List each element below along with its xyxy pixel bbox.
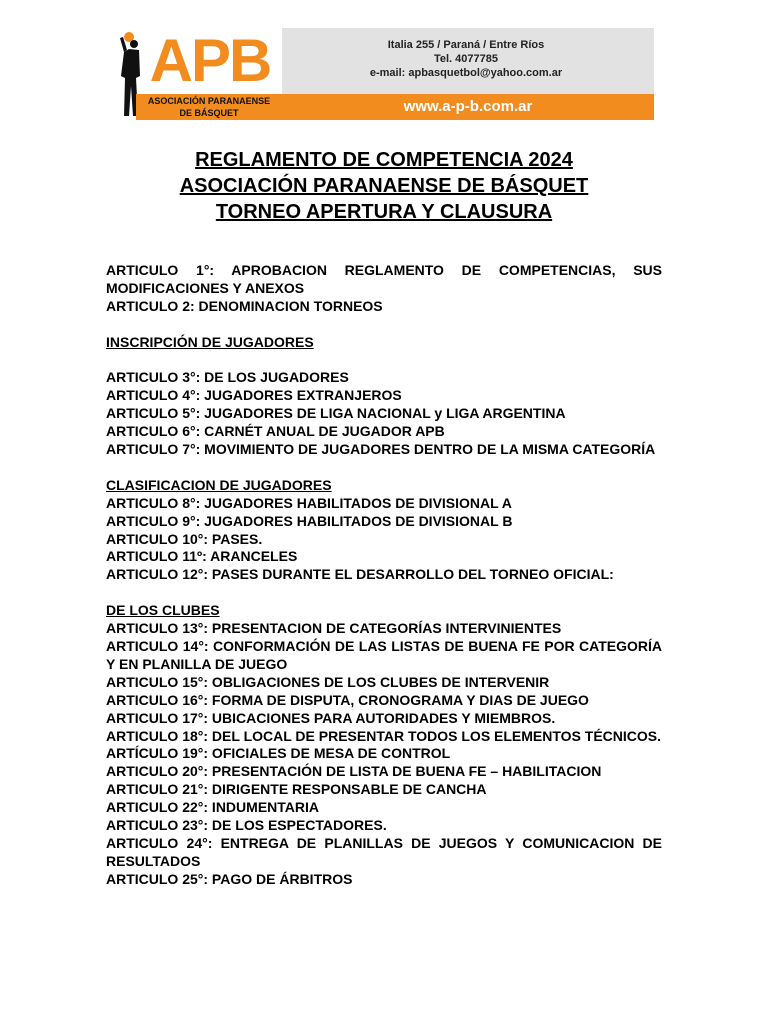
article-item: ARTICULO 22°: INDUMENTARIA [106, 799, 320, 816]
contact-info [346, 38, 586, 80]
article-item: ARTICULO 24°: ENTREGA DE PLANILLAS DE JUEGOS Y COMUNICACION DE RESULTADOS [106, 834, 662, 869]
article-item: ARTÍCULO 19°: OFICIALES DE MESA DE CONTROL [106, 745, 451, 762]
article-item: ARTICULO 12°: PASES DURANTE EL DESARROLLO DEL TORNEO OFICIAL: [106, 566, 614, 583]
org-name-line-2: DE BÁSQUET [179, 108, 239, 118]
article-item: ARTICULO 23°: DE LOS ESPECTADORES. [106, 817, 387, 834]
apb-logo-text: APB [149, 27, 271, 94]
article-item: ARTICULO 6°: CARNÉT ANUAL DE JUGADOR APB [106, 423, 445, 440]
section-gap [106, 352, 662, 370]
org-name-banner [136, 94, 282, 120]
section-heading: INSCRIPCIÓN DE JUGADORES [106, 333, 314, 350]
email: e-mail: apbasquetbol@yahoo.com.ar [369, 67, 563, 79]
article-item: ARTICULO 2: DENOMINACION TORNEOS [106, 297, 383, 314]
article-item: ARTICULO 11º: ARANCELES [106, 548, 298, 565]
article-item: ARTICULO 9°: JUGADORES HABILITADOS DE DIVISIONAL B [106, 512, 513, 529]
article-item: ARTICULO 5°: JUGADORES DE LIGA NACIONAL y LIGA ARGENTINA [106, 405, 566, 422]
article-item: ARTICULO 14°: CONFORMACIÓN DE LAS LISTAS DE BUENA FE POR CATEGORÍA Y EN PLANILLA DE JUEGO [106, 637, 662, 672]
title-line-3: TORNEO APERTURA Y CLAUSURA [215, 201, 553, 223]
website-banner [282, 94, 654, 120]
article-item: ARTICULO 3°: DE LOS JUGADORES [106, 369, 349, 386]
article-item: ARTICULO 4°: JUGADORES EXTRANJEROS [106, 387, 402, 404]
article-item: ARTICULO 15°: OBLIGACIONES DE LOS CLUBES DE INTERVENIR [106, 673, 550, 690]
article-item: ARTICULO 16°: FORMA DE DISPUTA, CRONOGRAMA Y DIAS DE JUEGO [106, 691, 589, 708]
article-item: ARTICULO 25°: PAGO DE ÁRBITROS [106, 870, 353, 887]
section-gap [106, 316, 662, 334]
article-item: ARTICULO 17°: UBICACIONES PARA AUTORIDADES Y MIEMBROS. [106, 709, 556, 726]
article-item: ARTICULO 8°: JUGADORES HABILITADOS DE DIVISIONAL A [106, 494, 512, 511]
org-name-line-1: ASOCIACIÓN PARANAENSE [147, 96, 271, 106]
article-item: ARTICULO 21°: DIRIGENTE RESPONSABLE DE CANCHA [106, 781, 487, 798]
article-item: ARTICULO 13°: PRESENTACION DE CATEGORÍAS INTERVINIENTES [106, 620, 562, 637]
address: Italia 255 / Paraná / Entre Ríos [387, 39, 545, 51]
section-heading: CLASIFICACION DE JUGADORES [106, 476, 332, 493]
article-item: ARTICULO 1°: APROBACION REGLAMENTO DE COMPETENCIAS, SUS MODIFICACIONES Y ANEXOS [106, 262, 662, 296]
title-line-2: ASOCIACIÓN PARANAENSE DE BÁSQUET [179, 175, 589, 197]
table-of-contents [106, 262, 662, 889]
document-title [100, 147, 668, 225]
apb-logo [116, 28, 282, 120]
title-line-1: REGLAMENTO DE COMPETENCIA 2024 [195, 149, 573, 171]
website: www.a-p-b.com.ar [403, 98, 533, 115]
article-item: ARTICULO 10°: PASES. [106, 530, 263, 547]
letterhead [116, 28, 654, 120]
phone: Tel. 4077785 [433, 53, 498, 65]
section-heading: DE LOS CLUBES [106, 602, 220, 619]
article-item: ARTICULO 7°: MOVIMIENTO DE JUGADORES DENTRO DE LA MISMA CATEGORÍA [106, 441, 656, 458]
article-item: ARTICULO 20°: PRESENTACIÓN DE LISTA DE BUENA FE – HABILITACION [106, 763, 602, 780]
article-item: ARTICULO 18°: DEL LOCAL DE PRESENTAR TODOS LOS ELEMENTOS TÉCNICOS. [106, 727, 662, 744]
section-gap [106, 459, 662, 477]
section-gap [106, 584, 662, 602]
